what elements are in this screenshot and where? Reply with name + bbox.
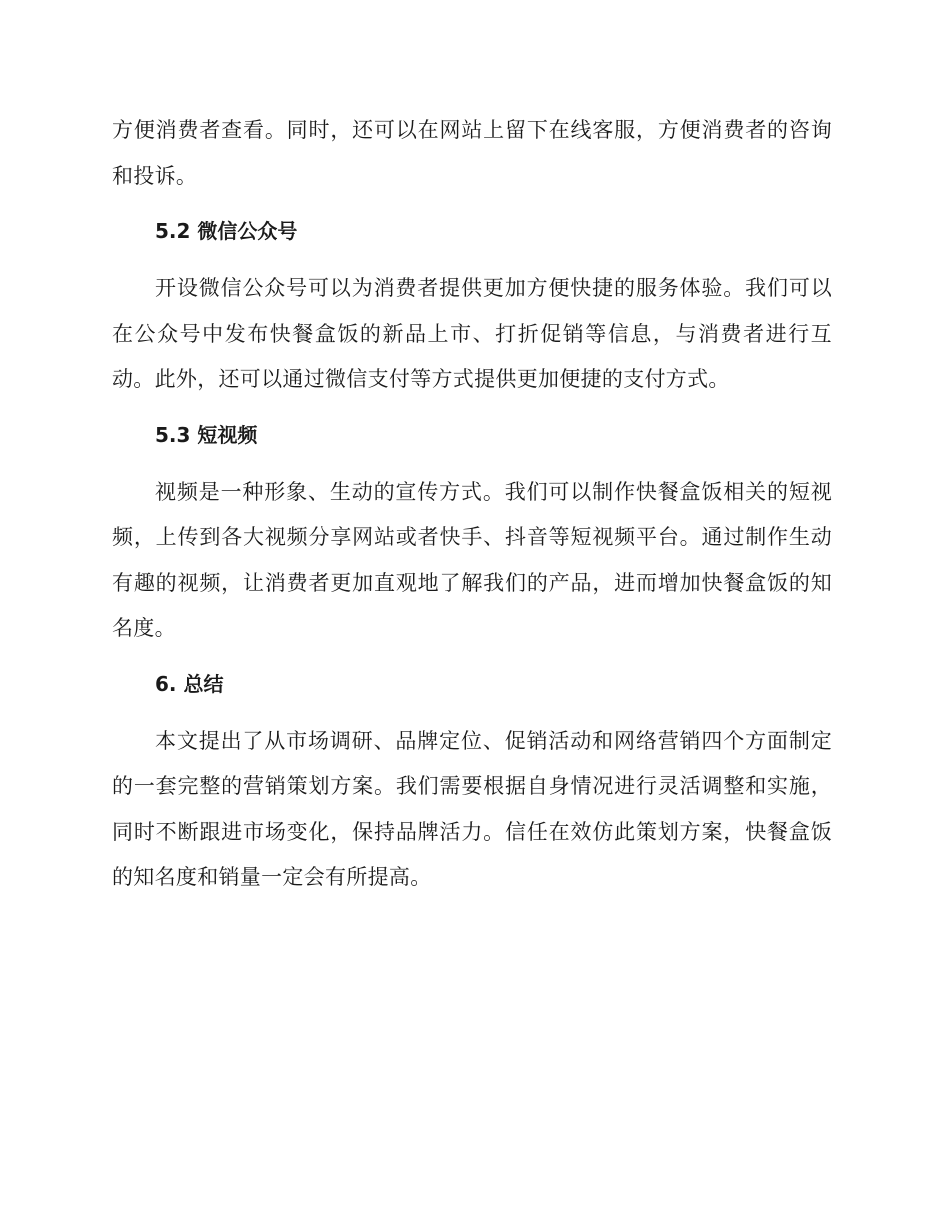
heading-short-video: 5.3 短视频 [155, 422, 258, 447]
heading-wechat-official-account: 5.2 微信公众号 [155, 219, 298, 243]
heading-summary: 6. 总结 [155, 671, 224, 696]
paragraph-summary: 本文提出了从市场调研、品牌定位、促销活动和网络营销四个方面制定的一套完整的营销策划方案。我们需要根据自身情况进行灵活调整和实施，同时不断跟进市场变化，保持品牌活力。信任在效仿此策划方案，快餐盒饭的知名度和销量一定会有所提高。 [112, 728, 832, 889]
document-body [112, 108, 832, 901]
paragraph-website-continuation: 方便消费者查看。同时，还可以在网站上留下在线客服，方便消费者的咨询和投诉。 [112, 118, 832, 188]
paragraph-short-video: 视频是一种形象、生动的宣传方式。我们可以制作快餐盒饭相关的短视频，上传到各大视频分享网站或者快手、抖音等短视频平台。通过制作生动有趣的视频，让消费者更加直观地了解我们的产品，进而增加快餐盒饭的知名度。 [112, 479, 832, 640]
paragraph-wechat-official-account: 开设微信公众号可以为消费者提供更加方便快捷的服务体验。我们可以在公众号中发布快餐盒饭的新品上市、打折促销等信息，与消费者进行互动。此外，还可以通过微信支付等方式提供更加便捷的支付方式。 [112, 276, 832, 391]
